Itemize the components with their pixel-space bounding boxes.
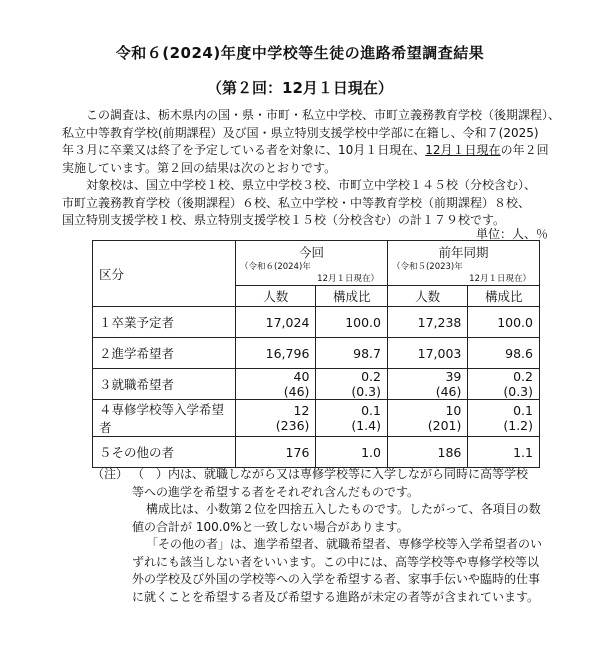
note-line: 「その他の者」は、進学希望者、就職希望者、専修学校等入学希望者のい — [146, 537, 543, 551]
row-label: ４専修学校等入学希望者 — [93, 400, 236, 437]
column-header-ratio: 構成比 — [316, 286, 388, 307]
column-header-ratio: 構成比 — [468, 286, 540, 307]
column-header-count: 人数 — [387, 286, 467, 307]
unit-label: 単位：人、％ — [475, 227, 548, 241]
note-line: 構成比は、小数第２位を四捨五入したものです。したがって、各項目の数 — [146, 502, 541, 516]
row-label: ２進学希望者 — [93, 338, 236, 369]
cell-value: 17,024 — [236, 307, 316, 338]
row-label: ５その他の者 — [93, 437, 236, 468]
cell-value: 98.6 — [468, 338, 540, 369]
intro-line: 実施しています。第２回の結果は次のとおりです。 — [62, 160, 337, 175]
table-row — [93, 369, 540, 400]
cell-value: 12 (236) — [236, 400, 316, 437]
page-title: 令和６(2024)年度中学校等生徒の進路希望調査結果 — [115, 44, 485, 62]
cell-value: 0.2 (0.3) — [316, 369, 388, 400]
intro-line: この調査は、栃木県内の国・県・市町・私立中学校、市町立義務教育学校（後期課程）、 — [86, 108, 561, 122]
table-row — [93, 437, 540, 468]
column-header-count: 人数 — [236, 286, 316, 307]
underlined-date: 12月１日現在 — [425, 143, 501, 157]
table-row — [93, 400, 540, 437]
cell-value: 10 (201) — [387, 400, 467, 437]
cell-value: 176 — [236, 437, 316, 468]
page-subtitle: （第２回：12月１日現在） — [207, 79, 393, 97]
previous-header: 前年同期 — [387, 241, 539, 262]
cell-value: 17,003 — [387, 338, 467, 369]
note-line: 等への進学を希望する者をそれぞれ含んだものです。 — [132, 484, 420, 499]
note-line: ずれにも該当しない者をいいます。この中には、高等学校等や専修学校等以 — [132, 554, 540, 569]
notes-section — [92, 466, 552, 606]
intro-paragraph — [62, 107, 561, 230]
current-date: 12月１日現在） — [236, 273, 388, 286]
cell-value: 186 — [387, 437, 467, 468]
cell-value: 16,796 — [236, 338, 316, 369]
note-line: （ ）内は、就職しながら又は専修学校等に入学しながら同時に高等学校 — [132, 467, 529, 481]
intro-line: 国立特別支援学校１校、県立特別支援学校１５校（分校含む）の計１７９校です。 — [62, 213, 506, 227]
results-table — [92, 240, 540, 468]
table-row — [93, 307, 540, 338]
cell-value: 98.7 — [316, 338, 388, 369]
cell-value: 1.1 — [468, 437, 540, 468]
current-era: （令和６(2024)年 — [236, 261, 388, 273]
current-header: 今回 — [236, 241, 388, 262]
notes-label: （注） — [92, 467, 129, 481]
row-label: ３就職希望者 — [93, 369, 236, 400]
table-row — [93, 338, 540, 369]
intro-line: 年３月に卒業又は終了を予定している者を対象に、10月１日現在、12月１日現在の年２回 — [62, 143, 549, 157]
cell-value: 1.0 — [316, 437, 388, 468]
previous-date: 12月１日現在） — [387, 273, 539, 286]
note-line: に就くことを希望する者及び希望する進路が未定の者等が含まれています。 — [132, 589, 540, 604]
note-line: 値の合計が 100.0%と一致しない場合があります。 — [132, 519, 409, 534]
cell-value: 0.1 (1.2) — [468, 400, 540, 437]
intro-line: 対象校は、国立中学校１校、県立中学校３校、市町立中学校１４５校（分校含む）、 — [86, 178, 537, 192]
cell-value: 100.0 — [316, 307, 388, 338]
cell-value: 0.2 (0.3) — [468, 369, 540, 400]
intro-line: 市町立義務教育学校（後期課程）６校、私立中学校・中等教育学校（前期課程）８校、 — [62, 195, 531, 210]
cell-value: 0.1 (1.4) — [316, 400, 388, 437]
cell-value: 40 (46) — [236, 369, 316, 400]
note-line: 外の学校及び外国の学校等への入学を希望する者、家事手伝いや臨時的仕事 — [132, 572, 541, 586]
cell-value: 100.0 — [468, 307, 540, 338]
intro-line: 私立中等教育学校(前期課程）及び国・県立特別支援学校中学部に在籍し、令和７(2025) — [62, 125, 539, 140]
cell-value: 39 (46) — [387, 369, 467, 400]
category-header: 区分 — [93, 241, 236, 307]
previous-era: （令和５(2023)年 — [387, 261, 539, 273]
cell-value: 17,238 — [387, 307, 467, 338]
row-label: １卒業予定者 — [93, 307, 236, 338]
